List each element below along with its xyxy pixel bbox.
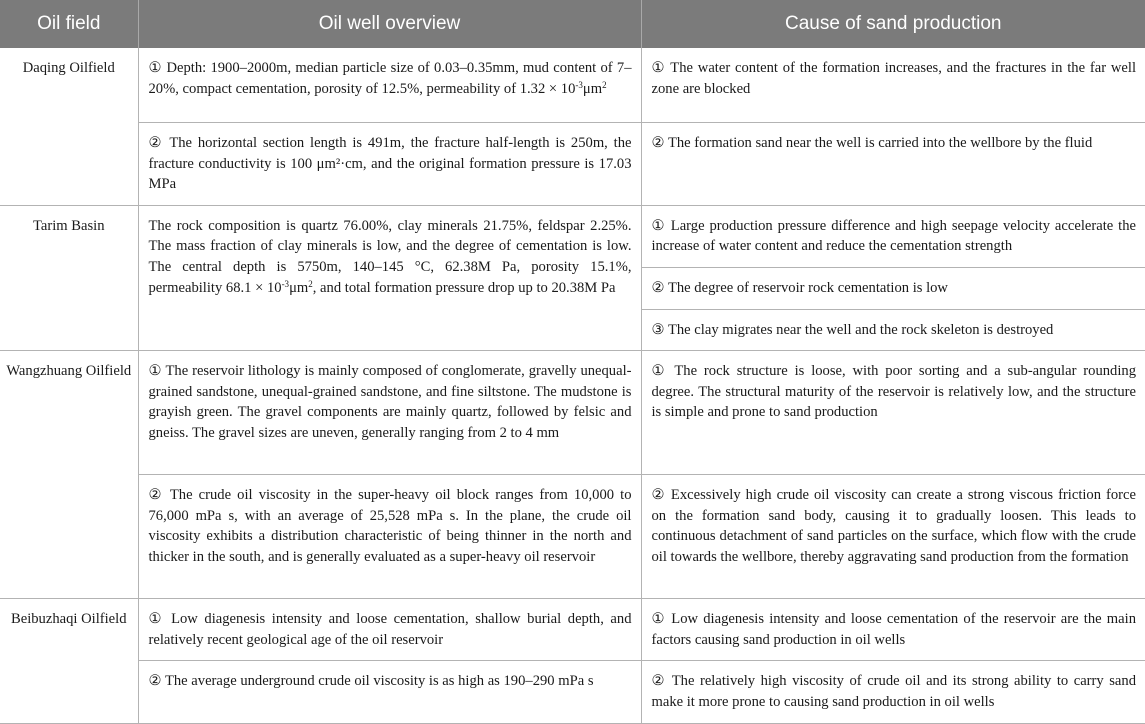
field-daqing: Daqing Oilfield xyxy=(0,48,138,205)
header-oil-well-overview: Oil well overview xyxy=(138,0,641,48)
cause-cell: ② The formation sand near the well is carried into the wellbore by the fluid xyxy=(641,123,1145,206)
cause-cell: ① Low diagenesis intensity and loose cementation of the reservoir are the main factors causing sand production in oil wells xyxy=(641,599,1145,661)
overview-cell: ② The crude oil viscosity in the super-heavy oil block ranges from 10,000 to 76,000 mPa s, with an average of 25,528 mPa s. In the plane, the crude oil viscosity exhibits a distribution characteristic of being thinner in the north and thicker in the south, and is generally evaluated as a super-heavy oil reservoir xyxy=(138,475,641,599)
superscript: 2 xyxy=(602,79,607,90)
overview-cell: ② The average underground crude oil viscosity is as high as 190–290 mPa s xyxy=(138,661,641,723)
overview-text: μm xyxy=(289,279,309,296)
header-cause-of-sand-production: Cause of sand production xyxy=(641,0,1145,48)
table-row xyxy=(0,599,1145,661)
superscript: -3 xyxy=(575,79,583,90)
overview-cell xyxy=(138,205,641,350)
table-row xyxy=(0,475,1145,599)
field-wangzhuang: Wangzhuang Oilfield xyxy=(0,351,138,599)
cause-cell: ② Excessively high crude oil viscosity can create a strong viscous friction force on the formation sand body, causing it to gradually loosen. This leads to continuous detachment of sand particles on the surface, which flow with the crude oil towards the wellbore, thereby aggravating sand production from the formation xyxy=(641,475,1145,599)
table-row xyxy=(0,48,1145,123)
overview-cell xyxy=(138,48,641,123)
superscript: 2 xyxy=(308,278,313,289)
overview-text: , and total formation pressure drop up to 20.38M Pa xyxy=(312,279,616,296)
cause-cell: ② The relatively high viscosity of crude oil and its strong ability to carry sand make it more prone to causing sand production in oil wells xyxy=(641,661,1145,723)
table-row xyxy=(0,205,1145,267)
table-row xyxy=(0,123,1145,206)
cause-cell: ② The degree of reservoir rock cementation is low xyxy=(641,267,1145,309)
overview-text: The rock composition is quartz 76.00%, clay minerals 21.75%, feldspar 2.25%. The mass fraction of clay minerals is low, and the degree of cementation is low. The central depth is 5750m, 140–145 °C, 62.38M Pa, porosity 15.1%, permeability 68.1 × 10 xyxy=(148,217,632,296)
field-beibuzhaqi: Beibuzhaqi Oilfield xyxy=(0,599,138,723)
overview-text: ① Depth: 1900–2000m, median particle size of 0.03–0.35mm, mud content of 7–20%, compact cementation, porosity of 12.5%, permeability of 1.32 × 10 xyxy=(148,60,632,97)
cause-cell: ③ The clay migrates near the well and the rock skeleton is destroyed xyxy=(641,309,1145,351)
header-row xyxy=(0,0,1145,48)
cause-cell: ① The water content of the formation increases, and the fractures in the far well zone are blocked xyxy=(641,48,1145,123)
overview-text: μm xyxy=(582,80,603,97)
overview-cell: ② The horizontal section length is 491m, the fracture half-length is 250m, the fracture conductivity is 100 μm²·cm, and the original formation pressure is 17.03 MPa xyxy=(138,123,641,206)
header-oil-field: Oil field xyxy=(0,0,138,48)
table-row xyxy=(0,661,1145,723)
overview-cell: ① Low diagenesis intensity and loose cementation, shallow burial depth, and relatively recent geological age of the oil reservoir xyxy=(138,599,641,661)
table-row xyxy=(0,351,1145,475)
cause-cell: ① Large production pressure difference and high seepage velocity accelerate the increase of water content and reduce the cementation strength xyxy=(641,205,1145,267)
overview-cell: ① The reservoir lithology is mainly composed of conglomerate, gravelly unequal-grained sandstone, unequal-grained sandstone, and fine siltstone. The mudstone is grayish green. The gravel components are mainly quartz, followed by felsic and gneiss. The gravel sizes are uneven, generally ranging from 2 to 4 mm xyxy=(138,351,641,475)
superscript: -3 xyxy=(281,278,290,289)
cause-cell: ① The rock structure is loose, with poor sorting and a sub-angular rounding degree. The structural maturity of the reservoir is relatively low, and the structure is simple and prone to sand production xyxy=(641,351,1145,475)
field-tarim: Tarim Basin xyxy=(0,205,138,350)
